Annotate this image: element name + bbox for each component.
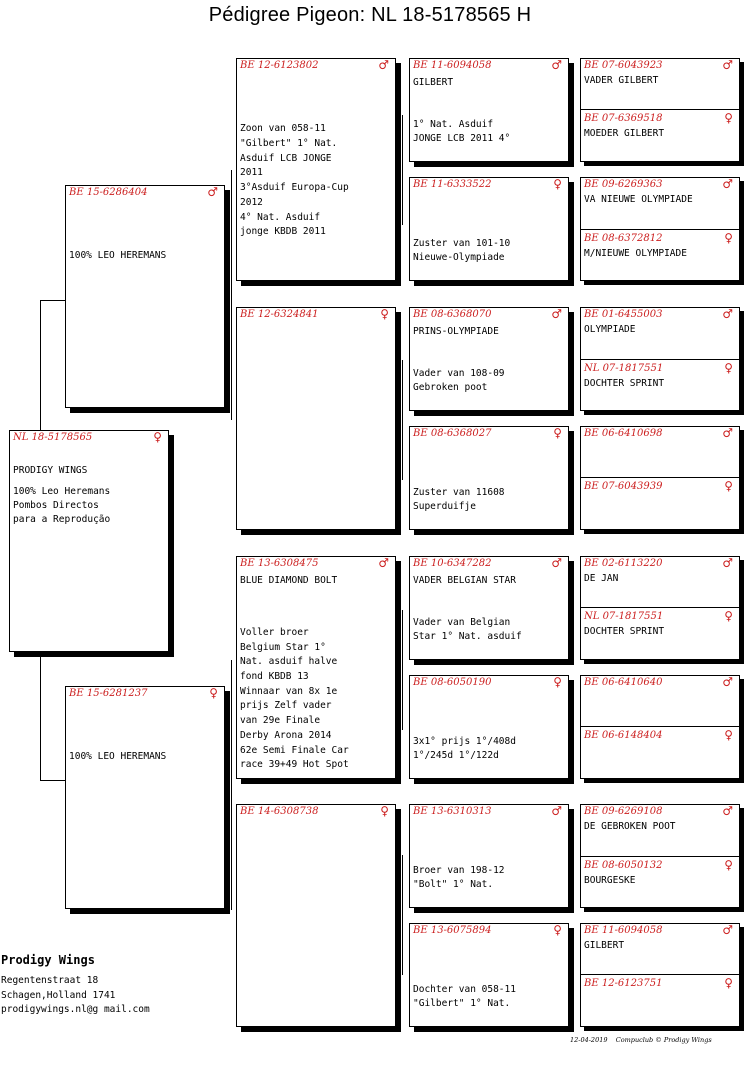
female-icon: ♀ (380, 804, 389, 818)
ring-number: BE 12-6123751 (584, 978, 663, 989)
ring-number: BE 09-6269363 (584, 179, 663, 190)
ring-number: BE 07-6043939 (584, 481, 663, 492)
divider (581, 726, 739, 727)
female-icon: ♀ (724, 231, 733, 245)
female-icon: ♀ (724, 976, 733, 990)
female-icon: ♀ (553, 923, 562, 937)
male-icon: ♂ (722, 58, 733, 72)
pigeon-name: DE JAN (584, 573, 619, 584)
male-icon: ♂ (551, 307, 562, 321)
ring-number: BE 13-6075894 (413, 925, 492, 936)
pigeon-description: Vader van 108-09 Gebroken poot (413, 367, 505, 394)
pigeon-description: Zoon van 058-11 "Gilbert" 1° Nat. Asduif LCB JONGE 2011 3°Asduif Europa-Cup 2012 4° Nat. Asduif jonge KBDB 2011 (240, 123, 349, 238)
pigeon-name: BLUE DIAMOND BOLT (240, 575, 338, 586)
ring-number: BE 08-6368070 (413, 309, 492, 320)
gggp-pair-card[interactable] (580, 58, 740, 162)
female-icon: ♀ (553, 675, 562, 689)
ring-number: BE 12-6123802 (240, 60, 319, 71)
page-title: Pédigree Pigeon: NL 18-5178565 H (208, 4, 532, 26)
divider (581, 856, 739, 857)
great-grandparent-card[interactable] (409, 307, 569, 411)
divider (581, 477, 739, 478)
gggp-pair-card[interactable] (580, 556, 740, 660)
connector-line (402, 610, 403, 730)
ring-number: BE 08-6372812 (584, 233, 663, 244)
breeder-address: Regentenstraat 18 Schagen,Holland 1741 prodigywings.nl@g mail.com (1, 975, 150, 1016)
pigeon-name: VADER BELGIAN STAR (413, 575, 516, 586)
male-icon: ♂ (378, 556, 389, 570)
female-icon: ♀ (724, 728, 733, 742)
connector-line (40, 300, 65, 301)
pigeon-name: GILBERT (413, 77, 454, 88)
ring-number: NL 18-5178565 (13, 432, 93, 443)
great-grandparent-card[interactable] (409, 923, 569, 1027)
pigeon-name: OLYMPIADE (584, 324, 636, 335)
gggp-pair-card[interactable] (580, 177, 740, 281)
grandparent-card[interactable] (236, 804, 396, 1027)
gggp-pair-card[interactable] (580, 426, 740, 530)
male-icon: ♂ (551, 58, 562, 72)
connector-line (402, 855, 403, 975)
male-icon: ♂ (722, 675, 733, 689)
divider (581, 974, 739, 975)
grandparent-card[interactable] (236, 58, 396, 281)
ring-number: BE 11-6333522 (413, 179, 492, 190)
ring-number: BE 07-6043923 (584, 60, 663, 71)
dam-card[interactable] (65, 686, 225, 909)
connector-line (402, 115, 403, 225)
female-icon: ♀ (724, 609, 733, 623)
sire-card[interactable] (65, 185, 225, 408)
pigeon-description: Broer van 198-12 "Bolt" 1° Nat. (413, 864, 505, 891)
male-icon: ♂ (207, 185, 218, 199)
divider (581, 359, 739, 360)
female-icon: ♀ (553, 177, 562, 191)
gggp-pair-card[interactable] (580, 675, 740, 779)
ring-number: BE 13-6310313 (413, 806, 492, 817)
ring-number: BE 10-6347282 (413, 558, 492, 569)
female-icon: ♀ (153, 430, 162, 444)
ring-number: BE 06-6410698 (584, 428, 663, 439)
breeder-name: Prodigy Wings (1, 953, 95, 967)
ring-number: BE 14-6308738 (240, 806, 319, 817)
great-grandparent-card[interactable] (409, 426, 569, 530)
male-icon: ♂ (551, 556, 562, 570)
ring-number: BE 13-6308475 (240, 558, 319, 569)
female-icon: ♀ (724, 479, 733, 493)
pigeon-description: 100% LEO HEREMANS (69, 250, 167, 261)
ring-number: BE 01-6455003 (584, 309, 663, 320)
pigeon-name: GILBERT (584, 940, 625, 951)
connector-line (231, 660, 232, 910)
pigeon-name: PRODIGY WINGS (13, 465, 88, 476)
female-icon: ♀ (724, 111, 733, 125)
divider (581, 229, 739, 230)
ring-number: NL 07-1817551 (584, 611, 664, 622)
male-icon: ♂ (722, 804, 733, 818)
female-icon: ♀ (724, 858, 733, 872)
great-grandparent-card[interactable] (409, 804, 569, 908)
gggp-pair-card[interactable] (580, 307, 740, 411)
pigeon-name: VADER GILBERT (584, 75, 659, 86)
female-icon: ♀ (380, 307, 389, 321)
connector-line (40, 780, 65, 781)
male-icon: ♂ (551, 804, 562, 818)
pigeon-description: 3x1° prijs 1°/408d 1°/245d 1°/122d (413, 735, 516, 762)
great-grandparent-card[interactable] (409, 675, 569, 779)
ring-number: BE 08-6368027 (413, 428, 492, 439)
divider (581, 607, 739, 608)
print-stamp: 12-04-2019 Compuclub © Prodigy Wings (570, 1036, 712, 1044)
ring-number: BE 15-6286404 (69, 187, 148, 198)
ring-number: BE 06-6148404 (584, 730, 663, 741)
great-grandparent-card[interactable] (409, 58, 569, 162)
ring-number: BE 09-6269108 (584, 806, 663, 817)
connector-line (231, 170, 232, 420)
male-icon: ♂ (722, 923, 733, 937)
ring-number: BE 08-6050190 (413, 677, 492, 688)
male-icon: ♂ (722, 307, 733, 321)
female-icon: ♀ (209, 686, 218, 700)
ring-number: BE 08-6050132 (584, 860, 663, 871)
ring-number: BE 11-6094058 (584, 925, 663, 936)
great-grandparent-card[interactable] (409, 556, 569, 660)
pigeon-description: Dochter van 058-11 "Gilbert" 1° Nat. (413, 983, 516, 1010)
pigeon-name: PRINS-OLYMPIADE (413, 326, 499, 337)
pigeon-name: DE GEBROKEN POOT (584, 821, 676, 832)
ring-number: BE 11-6094058 (413, 60, 492, 71)
ring-number: BE 15-6281237 (69, 688, 148, 699)
male-icon: ♂ (722, 177, 733, 191)
gggp-pair-card[interactable] (580, 923, 740, 1027)
ring-number: NL 07-1817551 (584, 363, 664, 374)
gggp-pair-card[interactable] (580, 804, 740, 908)
ring-number: BE 06-6410640 (584, 677, 663, 688)
ring-number: BE 07-6369518 (584, 113, 663, 124)
ring-number: BE 12-6324841 (240, 309, 319, 320)
pigeon-description: Vader van Belgian Star 1° Nat. asduif (413, 616, 522, 643)
pigeon-name: BOURGESKE (584, 875, 636, 886)
ring-number: BE 02-6113220 (584, 558, 663, 569)
grandparent-card[interactable] (236, 307, 396, 530)
male-icon: ♂ (722, 556, 733, 570)
pigeon-description: Voller broer Belgium Star 1° Nat. asduif halve fond KBDB 13 Winnaar van 8x 1e prijs Zelf vader van 29e Finale Derby Arona 2014 62e Semi Finale Car race 39+49 Hot Spot (240, 626, 349, 771)
great-grandparent-card[interactable] (409, 177, 569, 281)
female-icon: ♀ (553, 426, 562, 440)
male-icon: ♂ (722, 426, 733, 440)
pigeon-description: 100% LEO HEREMANS (69, 751, 167, 762)
divider (581, 109, 739, 110)
male-icon: ♂ (378, 58, 389, 72)
pigeon-name: MOEDER GILBERT (584, 128, 665, 139)
pigeon-description: Zuster van 101-10 Nieuwe-Olympiade (413, 237, 511, 264)
grandparent-card[interactable] (236, 556, 396, 779)
pigeon-name: VA NIEUWE OLYMPIADE (584, 194, 693, 205)
connector-line (402, 360, 403, 480)
subject-card[interactable] (9, 430, 169, 652)
pigeon-description: 100% Leo Heremans Pombos Directos para a Reprodução (13, 486, 111, 525)
female-icon: ♀ (724, 361, 733, 375)
pigeon-name: DOCHTER SPRINT (584, 378, 665, 389)
pigeon-description: Zuster van 11608 Superduifje (413, 486, 505, 513)
pigeon-name: M/NIEUWE OLYMPIADE (584, 248, 687, 259)
pigeon-description: 1° Nat. Asduif JONGE LCB 2011 4° (413, 118, 511, 145)
pigeon-name: DOCHTER SPRINT (584, 626, 665, 637)
